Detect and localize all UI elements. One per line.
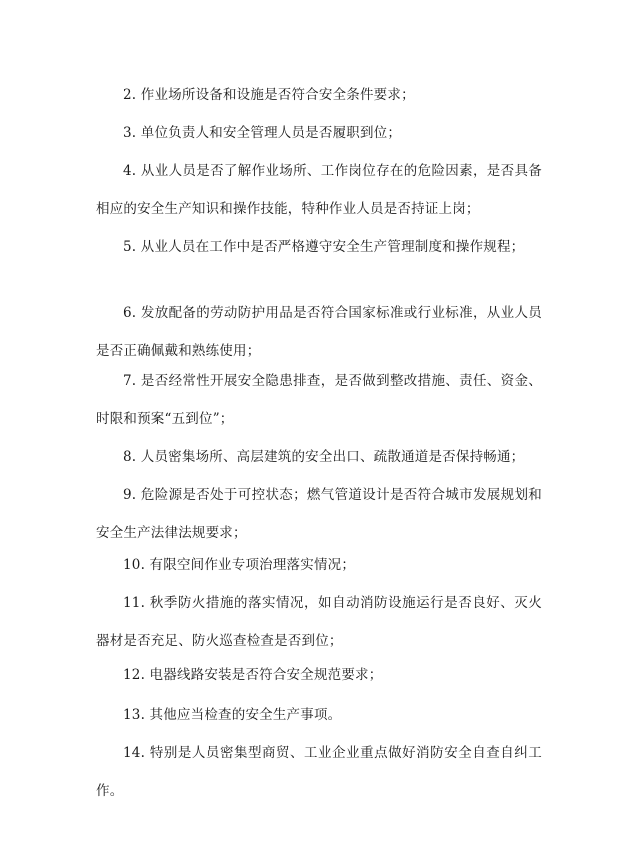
inspection-item-2: 2. 作业场所设备和设施是否符合安全条件要求； [123,87,415,103]
inspection-item-14: 14. 特别是人员密集型商贸、工业企业重点做好消防安全自查自纠工作。 [96,745,542,799]
inspection-item-12: 12. 电器线路安装是否符合安全规范要求； [123,667,383,683]
inspection-item-5: 5. 从业人员在工作中是否严格遵守安全生产管理制度和操作规程； [123,239,525,255]
inspection-item-10: 10. 有限空间作业专项治理落实情况； [123,557,356,573]
inspection-item-7: 7. 是否经常性开展安全隐患排查，是否做到整改措施、责任、资金、时限和预案“五到位”； [96,373,542,427]
inspection-item-6: 6. 发放配备的劳动防护用品是否符合国家标准或行业标准，从业人员是否正确佩戴和熟练使用； [96,305,542,359]
inspection-item-3: 3. 单位负责人和安全管理人员是否履职到位； [123,125,402,141]
inspection-item-11: 11. 秋季防火措施的落实情况，如自动消防设施运行是否良好、灭火器材是否充足、防火巡查检查是否到位； [96,595,542,649]
inspection-item-13: 13. 其他应当检查的安全生产事项。 [123,707,342,723]
inspection-item-8: 8. 人员密集场所、高层建筑的安全出口、疏散通道是否保持畅通； [123,449,525,465]
inspection-item-9: 9. 危险源是否处于可控状态；燃气管道设计是否符合城市发展规划和安全生产法律法规要求； [96,487,542,541]
inspection-item-4: 4. 从业人员是否了解作业场所、工作岗位存在的危险因素，是否具备相应的安全生产知识和操作技能，特种作业人员是否持证上岗； [96,163,542,217]
